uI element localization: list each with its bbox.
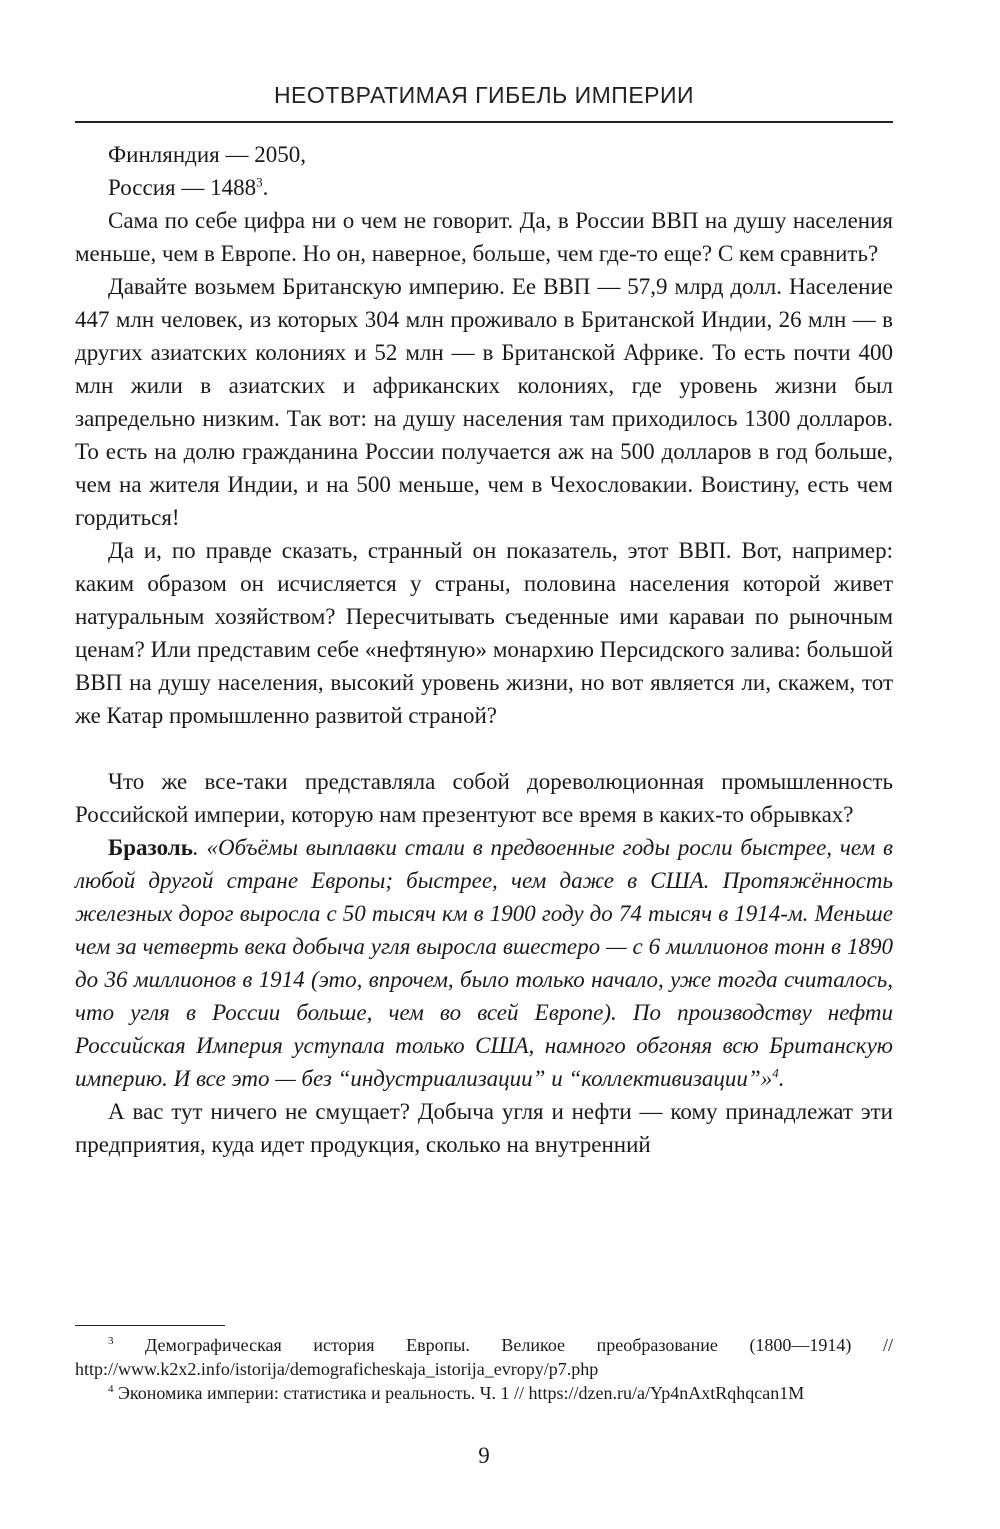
header-rule bbox=[75, 121, 893, 123]
footnote-4 bbox=[75, 1381, 893, 1405]
footnote-4-text: Экономика империи: статистика и реальность. Ч. 1 // https://dzen.ru/a/Yp4nAxtRqhqcan1M bbox=[113, 1383, 805, 1403]
footnote-mark-3: 3 bbox=[108, 1335, 114, 1347]
body-text bbox=[75, 138, 893, 1161]
quote-end: . bbox=[778, 1066, 785, 1091]
quote-text: . «Объёмы выплавки стали в предвоенные годы росли быстрее, чем в любой другой стране Европы; быстрее, чем даже в США. Протяжённость железных дорог выросла с 50 тысяч км в 1900 году до 74 тысяч в 1914-м. Меньше чем за четверть века добыча угля выросла вшестеро — с 6 миллионов тонн в 1890 до 36 миллионов в 1914 (это, впрочем, было только начало, уже тогда считалось, что угля в России больше, чем во всей Европе). По производству нефти Российская Империя уступала только США, намного обгоняя всю Британскую империю. И все это — без “индустриализации” и “коллективизации”» bbox=[75, 835, 893, 1091]
data-line-finland-text: Финляндия — 2050, bbox=[108, 142, 306, 167]
quote-author: Бразоль bbox=[108, 835, 193, 860]
footnotes bbox=[75, 1333, 893, 1405]
page-number: 9 bbox=[478, 1443, 490, 1468]
footnote-mark-4: 4 bbox=[108, 1383, 114, 1395]
footnote-ref-3[interactable]: 3 bbox=[256, 174, 263, 190]
data-line-russia bbox=[75, 171, 893, 204]
data-line-finland bbox=[75, 138, 893, 171]
paragraph-1: Сама по себе цифра ни о чем не говорит. Да, в России ВВП на душу населения меньше, чем в Европе. Но он, наверное, больше, чем где-то еще? С кем сравнить? bbox=[75, 208, 893, 266]
data-line-russia-end: . bbox=[262, 175, 269, 200]
paragraph-2: Давайте возьмем Британскую империю. Ее ВВП — 57,9 млрд долл. Население 447 млн человек, из которых 304 млн проживало в Британской Индии, 26 млн — в других азиатских колониях и 52 млн — в Британской Африке. То есть почти 400 млн жили в азиатских и африканских колониях, где уровень жизни был запредельно низким. Так вот: на душу населения там приходилось 1300 долларов. То есть на долю гражданина России получается аж на 500 долларов в год больше, чем на жителя Индии, и на 500 меньше, чем в Чехословакии. Воистину, есть чем гордиться! bbox=[75, 274, 893, 530]
paragraph-4: Что же все-таки представляла собой дореволюционная промышленность Российской империи, которую нам презентуют все время в каких-то обрывках? bbox=[75, 769, 893, 827]
book-page bbox=[75, 0, 893, 1529]
quote-paragraph bbox=[75, 831, 893, 1095]
footnote-rule bbox=[75, 1325, 225, 1326]
paragraph-3: Да и, по правде сказать, странный он показатель, этот ВВП. Вот, например: каким образом он исчисляется у страны, половина населения которой живет натуральным хозяйством? Пересчитывать съеденные ими караваи по рыночным ценам? Или представим себе «нефтяную» монархию Персидского залива: большой ВВП на душу населения, высокий уровень жизни, но вот является ли, скажем, тот же Катар промышленно развитой страной? bbox=[75, 538, 893, 728]
footnote-ref-4[interactable]: 4 bbox=[772, 1065, 779, 1081]
paragraph-5: А вас тут ничего не смущает? Добыча угля и нефти — кому принадлежат эти предприятия, куда идет продукция, сколько на внутренний bbox=[75, 1099, 893, 1157]
footnote-3-text: Демографическая история Европы. Великое преобразование (1800—1914) // http://www.k2x2.info/istorija/demograficheskaja_istorija_evropy/p7.php bbox=[75, 1335, 893, 1379]
running-title: НЕОТВРАТИМАЯ ГИБЕЛЬ ИМПЕРИИ bbox=[273, 82, 695, 108]
data-line-russia-text: Россия — 1488 bbox=[108, 175, 257, 200]
footnote-3 bbox=[75, 1333, 893, 1381]
